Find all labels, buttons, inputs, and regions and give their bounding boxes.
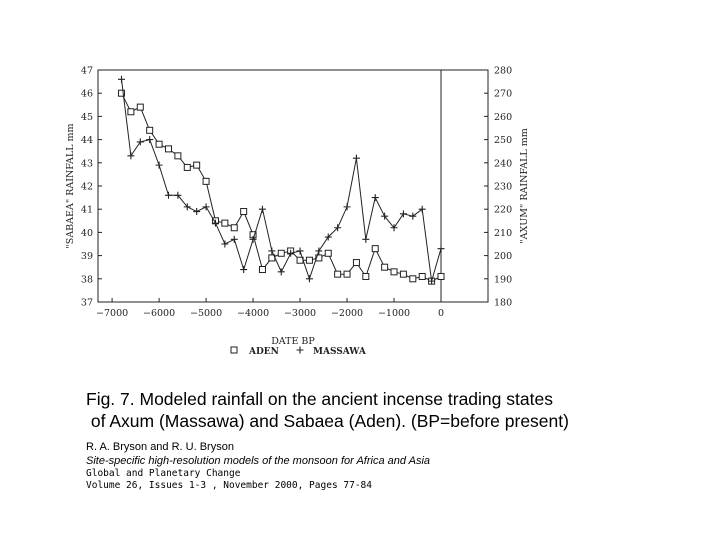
left-axis-label: "SABAEA" RAINFALL mm bbox=[65, 123, 76, 249]
aden-point bbox=[391, 269, 397, 275]
massawa-point bbox=[315, 247, 322, 254]
x-axis-tick-label: −2000 bbox=[330, 308, 364, 319]
paper-title: Site-specific high-resolution models of the monsoon for Africa and Asia bbox=[86, 455, 431, 467]
left-axis-tick-label: 47 bbox=[80, 65, 93, 77]
right-axis-tick-label: 210 bbox=[494, 227, 513, 239]
massawa-point bbox=[400, 210, 407, 217]
aden-point bbox=[137, 104, 143, 110]
x-axis-label: DATE BP bbox=[271, 336, 315, 347]
right-axis-tick-label: 260 bbox=[494, 111, 513, 123]
massawa-point bbox=[203, 203, 210, 210]
legend-aden-label: ADEN bbox=[249, 347, 279, 357]
massawa-point bbox=[297, 247, 304, 254]
left-axis-tick-label: 45 bbox=[80, 111, 93, 123]
aden-point bbox=[306, 257, 312, 263]
massawa-point bbox=[156, 162, 163, 169]
massawa-point bbox=[353, 155, 360, 162]
x-axis-tick-label: −3000 bbox=[283, 308, 317, 319]
left-axis-tick-label: 42 bbox=[80, 181, 93, 193]
aden-point bbox=[222, 220, 228, 226]
aden-point bbox=[194, 162, 200, 168]
massawa-point bbox=[240, 266, 247, 273]
aden-point bbox=[410, 276, 416, 282]
figure-caption bbox=[86, 388, 706, 492]
right-axis-tick-label: 190 bbox=[494, 274, 513, 286]
authors: R. A. Bryson and R. U. Bryson bbox=[86, 441, 234, 453]
massawa-point bbox=[221, 241, 228, 248]
x-axis-tick-label: −6000 bbox=[143, 308, 176, 319]
figure-title-line-1: Fig. 7. Modeled rainfall on the ancient incense trading states bbox=[86, 389, 553, 409]
aden-point bbox=[184, 164, 190, 170]
massawa-point bbox=[419, 206, 426, 213]
massawa-point bbox=[409, 213, 416, 220]
aden-point bbox=[203, 178, 209, 184]
left-axis-tick-label: 37 bbox=[80, 297, 93, 309]
left-axis-tick-label: 41 bbox=[80, 204, 93, 216]
x-axis-tick-label: −5000 bbox=[190, 308, 223, 319]
massawa-point bbox=[268, 247, 275, 254]
left-axis-tick-label: 38 bbox=[80, 274, 93, 286]
right-axis-tick-label: 250 bbox=[494, 135, 513, 147]
left-axis-tick-label: 43 bbox=[80, 158, 93, 170]
massawa-point bbox=[165, 192, 172, 199]
aden-point bbox=[231, 225, 237, 231]
aden-point bbox=[344, 271, 350, 277]
aden-point bbox=[278, 250, 284, 256]
massawa-point bbox=[306, 275, 313, 282]
massawa-point bbox=[193, 208, 200, 215]
right-axis-tick-label: 270 bbox=[494, 88, 513, 100]
legend-aden-marker bbox=[231, 347, 237, 353]
right-axis-tick-label: 180 bbox=[494, 297, 513, 309]
legend-massawa-marker bbox=[297, 347, 304, 354]
massawa-point bbox=[259, 206, 266, 213]
massawa-point bbox=[231, 236, 238, 243]
aden-point bbox=[128, 109, 134, 115]
massawa-point bbox=[127, 152, 134, 159]
right-axis-tick-label: 200 bbox=[494, 251, 513, 263]
right-axis-tick-label: 230 bbox=[494, 181, 513, 193]
aden-point bbox=[438, 273, 444, 279]
right-axis-tick-label: 220 bbox=[494, 204, 513, 216]
journal-volume: Volume 26, Issues 1-3 , November 2000, Pages 77-84 bbox=[86, 480, 372, 491]
x-axis-tick-label: −4000 bbox=[236, 308, 270, 319]
left-axis-tick-label: 44 bbox=[80, 135, 93, 147]
massawa-point bbox=[344, 203, 351, 210]
massawa-point bbox=[146, 136, 153, 143]
figure-title-line-2: of Axum (Massawa) and Sabaea (Aden). (BP=before present) bbox=[86, 411, 569, 431]
aden-point bbox=[372, 246, 378, 252]
aden-point bbox=[335, 271, 341, 277]
massawa-point bbox=[438, 245, 445, 252]
right-axis-tick-label: 240 bbox=[494, 158, 513, 170]
massawa-point bbox=[372, 194, 379, 201]
left-axis-tick-label: 46 bbox=[80, 88, 93, 100]
x-axis-tick-label: 0 bbox=[437, 308, 445, 319]
massawa-point bbox=[278, 268, 285, 275]
aden-point bbox=[156, 141, 162, 147]
right-axis-tick-label: 280 bbox=[494, 65, 513, 77]
massawa-point bbox=[137, 138, 144, 145]
aden-point bbox=[363, 273, 369, 279]
x-axis-tick-label: −7000 bbox=[96, 308, 129, 319]
aden-point bbox=[147, 127, 153, 133]
right-axis-label: "AXUM" RAINFALL mm bbox=[519, 128, 530, 244]
left-axis-tick-label: 39 bbox=[80, 251, 93, 263]
aden-point bbox=[325, 250, 331, 256]
aden-point bbox=[165, 146, 171, 152]
aden-point bbox=[175, 153, 181, 159]
legend-massawa-label: MASSAWA bbox=[313, 347, 366, 357]
aden-point bbox=[382, 264, 388, 270]
massawa-point bbox=[362, 236, 369, 243]
figure-title bbox=[86, 388, 706, 432]
massawa-point bbox=[118, 76, 125, 83]
x-axis-tick-label: −1000 bbox=[377, 308, 411, 319]
aden-point bbox=[400, 271, 406, 277]
aden-point bbox=[259, 267, 265, 273]
journal-name: Global and Planetary Change bbox=[86, 468, 241, 479]
left-axis-tick-label: 40 bbox=[80, 227, 93, 239]
aden-point bbox=[241, 209, 247, 215]
aden-point bbox=[353, 260, 359, 266]
aden-point bbox=[419, 273, 425, 279]
